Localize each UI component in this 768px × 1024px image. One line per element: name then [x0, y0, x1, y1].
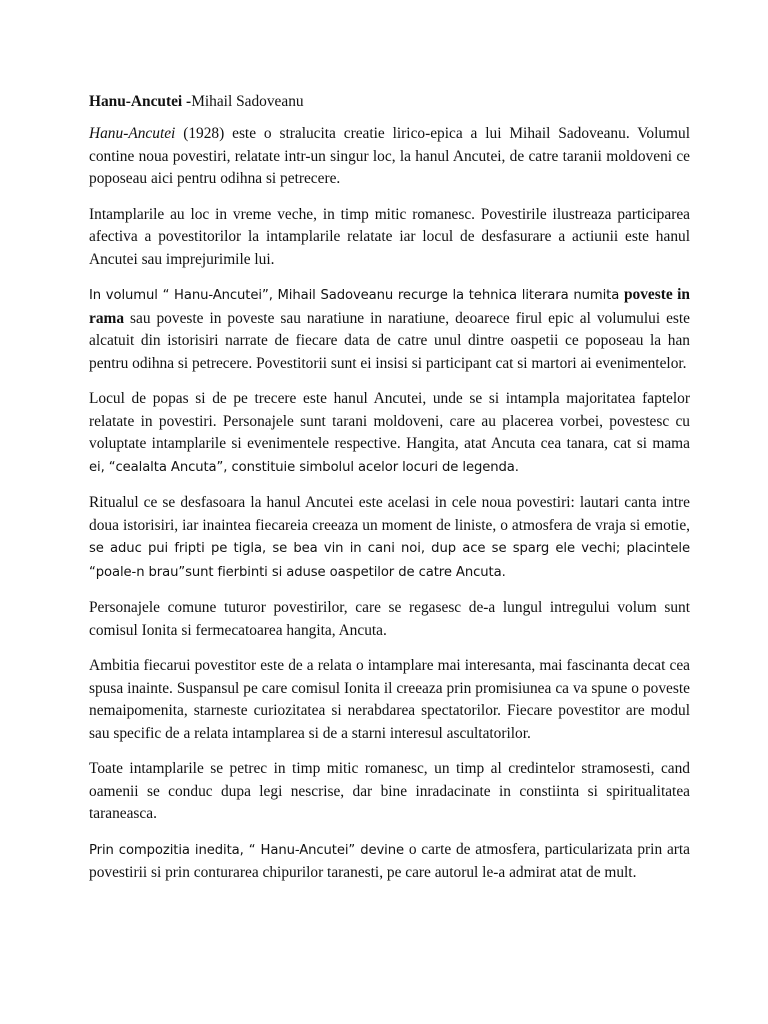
paragraph-7: Ambitia fiecarui povestitor este de a relata o intamplare mai interesanta, mai fascinanta decat cea spusa inainte. Suspansul pe care comisul Ionita il creeaza prin promisiunea ca va spune o poveste nemaipomenita, starneste curiozitatea si nerabdarea spectatorilor. Fiecare povestitor are modul sau specific de a relata intamplarea si de a starni interesul ascultatorilor. — [89, 657, 690, 742]
paragraph-6: Personajele comune tuturor povestirilor, care se regasesc de-a lungul intregului volum sunt comisul Ionita si fermecatoarea hangita, Ancuta. — [89, 599, 690, 639]
paragraph-5-text-a: Ritualul ce se desfasoara la hanul Ancutei este acelasi in cele noua povestiri: lautari canta intre doua istorisiri, iar inaintea fiecareia creeaza un moment de liniste, o atmosfera de vraja si emotie, — [89, 494, 690, 534]
paragraph-4-text-a: Locul de popas si de pe trecere este hanul Ancutei, unde se si intampla majoritatea faptelor relatate in povestiri. Personajele sunt tarani moldoveni, care au placerea vorbei, povestesc cu voluptate intamplarile si evenimentele respective. Hangita, atat Ancuta cea tanara, cat si mama — [89, 390, 690, 452]
paragraph-9-text-b: o carte de atmosfera, particularizata prin arta povestirii si prin conturarea chipurilor taranesti, pe care autorul le-a admirat atat de mult. — [89, 840, 691, 881]
paragraph-2: Intamplarile au loc in vreme veche, in timp mitic romanesc. Povestirile ilustreaza participarea afectiva a povestitorilor la intamplarile relatate iar locul de desfasurare a actiunii este hanul Ancutei sau imprejurimile lui. — [89, 205, 690, 268]
paragraph-8: Toate intamplarile se petrec in timp mitic romanesc, un timp al credintelor stramosesti, cand oamenii se conduc dupa legi nescrise, dar bine inradacinate in constiinta si spiritualitatea taraneasca. — [89, 760, 690, 822]
paragraph-3-bold: poveste in rama — [89, 286, 690, 327]
paragraph-4-text-b: ei, “cealalta Ancuta”, constituie simbolul acelor locuri de legenda. — [89, 459, 519, 475]
document-page — [89, 91, 690, 898]
work-title-italic: Hanu-Ancutei — [89, 125, 176, 142]
document-title — [89, 91, 690, 113]
paragraph-9 — [89, 839, 690, 885]
title-work: Hanu-Ancutei - — [89, 93, 192, 110]
paragraph-3-text-b: sau poveste in poveste sau naratiune in naratiune, deoarece firul epic al volumului este alcatuit din istorisiri narrate de fiecare data de catre unul dintre oaspetii ce poposeau la han pentru odihna si petrecere. Povestitorii sunt ei insisi si participant cat si martori ai evenimentelor. — [89, 309, 690, 372]
paragraph-4 — [89, 388, 690, 479]
paragraph-5 — [89, 492, 690, 584]
paragraph-5-text-b: se aduc pui fripti pe tigla, se bea vin in cani noi, dup ace se sparg ele vechi; placintele “poale-n brau”sunt fierbinti si aduse oaspetilor de catre Ancuta. — [89, 541, 690, 580]
paragraph-3-text-a: In volumul “ Hanu-Ancutei”, Mihail Sadoveanu recurge la tehnica literara numita — [89, 288, 624, 303]
title-author: Mihail Sadoveanu — [191, 93, 304, 110]
paragraph-3 — [89, 284, 690, 375]
paragraph-1 — [89, 123, 690, 191]
paragraph-1-text: (1928) este o stralucita creatie lirico-epica a lui Mihail Sadoveanu. Volumul contine noua povestiri, relatate intr-un singur loc, la hanul Ancutei, de catre taranii moldoveni ce poposeau aici pentru odihna si petrecere. — [89, 125, 690, 187]
paragraph-9-text-a: Prin compozitia inedita, “ Hanu-Ancutei” devine — [89, 842, 405, 858]
